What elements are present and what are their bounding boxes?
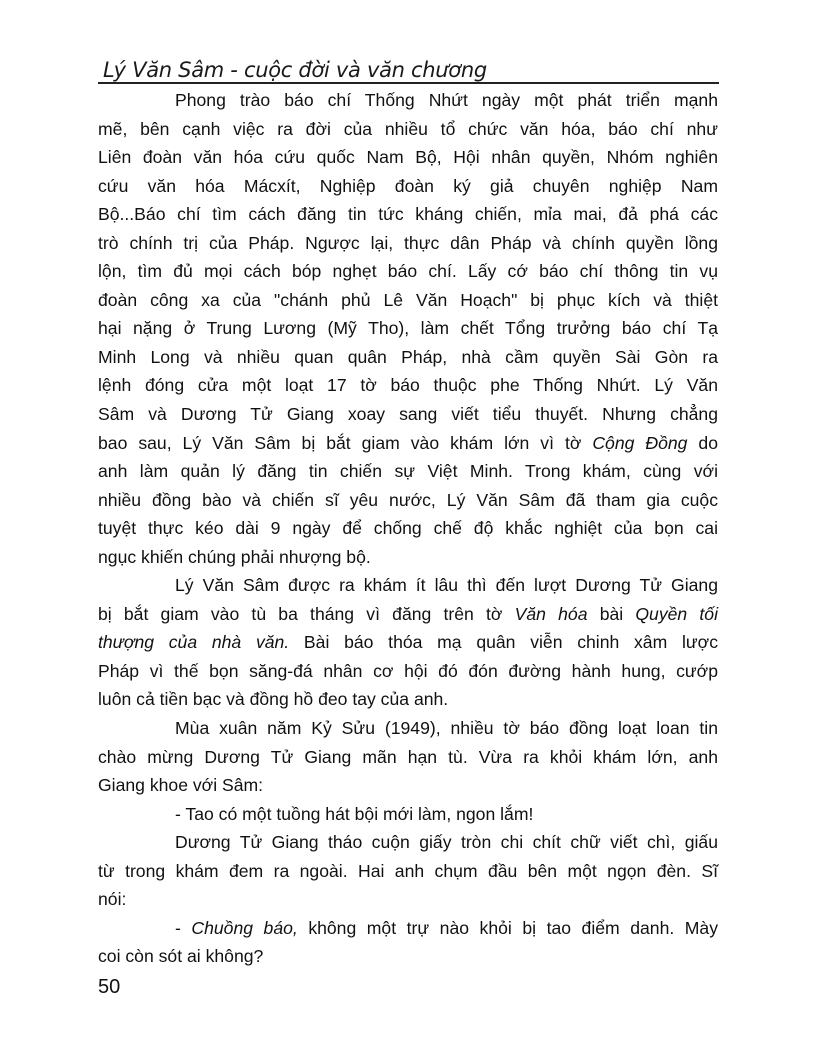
text-segment: Minh Long và nhiều quan quân Pháp, nhà cầm quyền Sài Gòn ra: [98, 346, 718, 367]
text-segment: ngục khiến chúng phải nhượng bộ.: [98, 546, 371, 567]
text-line: [98, 857, 718, 886]
italic-text: Quyền tối: [635, 603, 718, 624]
text-segment: - Tao có một tuồng hát bội mới làm, ngon lắm!: [175, 803, 534, 824]
text-line: [98, 571, 718, 600]
text-segment: Pháp vì thế bọn săng-đá nhân cơ hội đó đón đường hành hung, cướp: [98, 660, 718, 681]
text-line: [98, 229, 718, 258]
text-segment: mẽ, bên cạnh việc ra đời của nhiều tổ chức văn hóa, báo chí như: [98, 118, 718, 139]
text-line: [98, 286, 718, 315]
italic-text: Văn hóa: [514, 603, 588, 624]
text-segment: anh làm quản lý đăng tin chiến sự Việt Minh. Trong khám, cùng với: [98, 461, 718, 482]
text-segment: không một trự nào khỏi bị tao điểm danh. Mày: [297, 917, 719, 938]
text-segment: bao sau, Lý Văn Sâm bị bắt giam vào khám lớn vì tờ: [98, 432, 593, 453]
body-text: [98, 86, 718, 971]
text-line: [98, 543, 718, 572]
text-segment: từ trong khám đem ra ngoài. Hai anh chụm đầu bên một ngọn đèn. Sĩ: [98, 860, 718, 881]
header-rule: [98, 82, 719, 84]
text-line: [98, 115, 718, 144]
text-segment: Bộ...Báo chí tìm cách đăng tin tức kháng chiến, mỉa mai, đả phá các: [98, 204, 718, 225]
text-segment: bị bắt giam vào tù ba tháng vì đăng trên tờ: [98, 603, 515, 624]
text-line: [98, 200, 718, 229]
text-segment: nhiều đồng bào và chiến sĩ yêu nước, Lý Văn Sâm đã tham gia cuộc: [98, 489, 718, 510]
text-segment: do: [687, 432, 718, 453]
text-segment: lộn, tìm đủ mọi cách bóp nghẹt báo chí. Lấy cớ báo chí thông tin vụ: [98, 261, 718, 282]
text-segment: bài: [587, 603, 636, 624]
text-line: [98, 885, 718, 914]
text-line: [98, 486, 718, 515]
page-number: 50: [98, 976, 121, 998]
text-line: [98, 86, 718, 115]
italic-text: Chuồng báo,: [191, 917, 298, 938]
text-line: [98, 628, 718, 657]
text-line: [98, 685, 718, 714]
text-line: [98, 143, 718, 172]
text-line: [98, 172, 718, 201]
text-segment: luôn cả tiền bạc và đồng hồ đeo tay của anh.: [98, 689, 449, 710]
text-line: [98, 942, 718, 971]
text-segment: Mùa xuân năm Kỷ Sửu (1949), nhiều tờ báo đồng loạt loan tin: [175, 718, 718, 739]
italic-text: Cộng Đồng: [592, 432, 688, 453]
text-line: [98, 457, 718, 486]
text-line: [98, 657, 718, 686]
text-segment: Sâm và Dương Tử Giang xoay sang viết tiểu thuyết. Nhưng chẳng: [98, 404, 718, 425]
text-segment: coi còn sót ai không?: [98, 946, 264, 967]
text-segment: Liên đoàn văn hóa cứu quốc Nam Bộ, Hội nhân quyền, Nhóm nghiên: [98, 147, 718, 168]
text-segment: Phong trào báo chí Thống Nhứt ngày một phát triển mạnh: [175, 90, 718, 110]
text-line: [98, 343, 718, 372]
text-line: [98, 314, 718, 343]
italic-text: thượng của nhà văn.: [98, 632, 290, 653]
text-segment: đoàn công xa của "chánh phủ Lê Văn Hoạch" bị phục kích và thiệt: [98, 289, 718, 310]
text-segment: chào mừng Dương Tử Giang mãn hạn tù. Vừa ra khỏi khám lớn, anh: [98, 746, 718, 767]
text-segment: Bài báo thóa mạ quân viễn chinh xâm lược: [289, 632, 718, 653]
text-line: [98, 400, 718, 429]
text-segment: Giang khoe với Sâm:: [98, 775, 264, 796]
text-line: [98, 743, 718, 772]
text-segment: -: [175, 917, 192, 938]
text-segment: trò chính trị của Pháp. Ngược lại, thực dân Pháp và chính quyền lồng: [98, 232, 718, 253]
text-segment: lệnh đóng cửa một loạt 17 tờ báo thuộc phe Thống Nhứt. Lý Văn: [98, 375, 718, 396]
text-line: [98, 371, 718, 400]
text-segment: cứu văn hóa Mácxít, Nghiệp đoàn ký giả chuyên nghiệp Nam: [98, 175, 718, 196]
text-segment: Lý Văn Sâm được ra khám ít lâu thì đến lượt Dương Tử Giang: [175, 575, 718, 596]
text-segment: Dương Tử Giang tháo cuộn giấy tròn chi chít chữ viết chì, giấu: [175, 832, 718, 853]
text-segment: tuyệt thực kéo dài 9 ngày để chống chế độ khắc nghiệt của bọn cai: [98, 518, 718, 539]
text-line: [98, 914, 718, 943]
text-line: [98, 600, 718, 629]
text-line: [98, 714, 718, 743]
running-head-title: Lý Văn Sâm - cuộc đời và văn chương: [103, 58, 487, 82]
text-line: [98, 800, 718, 829]
text-line: [98, 514, 718, 543]
text-line: [98, 257, 718, 286]
text-line: [98, 771, 718, 800]
text-segment: hại nặng ở Trung Lương (Mỹ Tho), làm chết Tổng trưởng báo chí Tạ: [98, 318, 718, 339]
text-line: [98, 828, 718, 857]
text-line: [98, 429, 718, 458]
text-segment: nói:: [98, 889, 127, 910]
